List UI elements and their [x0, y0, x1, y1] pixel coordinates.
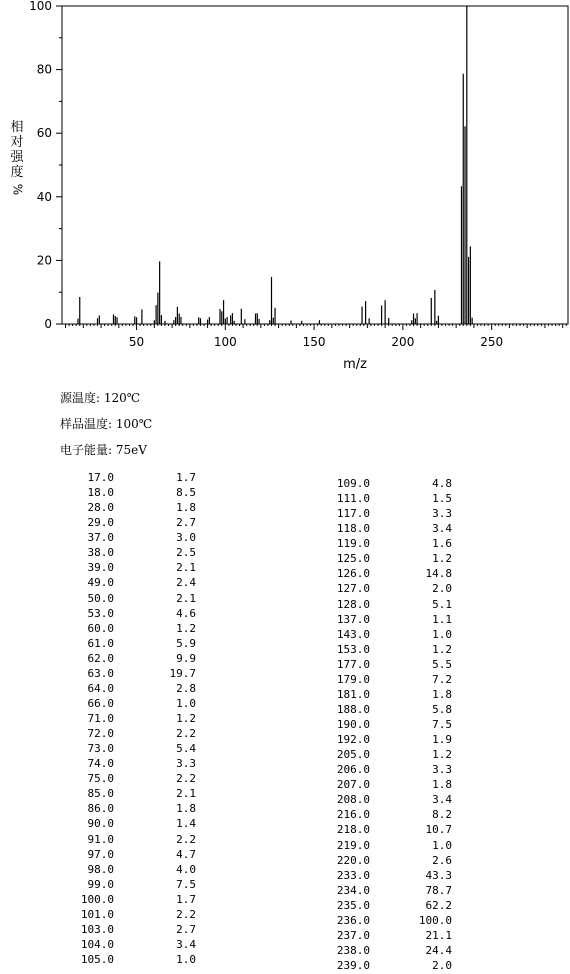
table-row: [70, 651, 196, 666]
mz-value: 101.0: [80, 907, 114, 921]
table-row: [326, 928, 452, 943]
table-row: [326, 883, 452, 898]
table-row: [70, 485, 196, 500]
mz-value: 233.0: [336, 868, 370, 882]
y-tick-label: 80: [36, 62, 52, 77]
source-temperature-value: 120℃: [103, 391, 141, 405]
table-row: [326, 868, 452, 883]
table-row: [326, 762, 452, 777]
intensity-value: 2.2: [176, 727, 196, 741]
intensity-value: 2.2: [176, 832, 196, 846]
intensity-value: 7.5: [432, 718, 452, 731]
plot-frame: [62, 6, 568, 324]
intensity-value: 3.4: [432, 522, 452, 536]
intensity-value: 8.2: [432, 808, 452, 822]
intensity-value: 2.1: [176, 591, 196, 605]
mz-value: 74.0: [87, 757, 114, 771]
table-row: [326, 792, 452, 807]
y-tick-label: 100: [29, 0, 52, 13]
mz-value: 235.0: [336, 898, 370, 912]
table-row: [70, 500, 196, 515]
mz-value: 127.0: [336, 582, 370, 596]
intensity-value: 2.1: [176, 561, 196, 575]
table-row: [70, 756, 196, 771]
intensity-value: 100.0: [418, 913, 452, 927]
electron-energy: [60, 441, 147, 458]
x-tick-label: 250: [480, 335, 504, 349]
table-row: [70, 892, 196, 907]
table-row: [70, 862, 196, 877]
intensity-value: 1.2: [432, 642, 452, 656]
mz-value: 109.0: [336, 477, 370, 490]
mz-value: 38.0: [87, 546, 114, 560]
mz-value: 62.0: [87, 651, 114, 665]
table-row: [326, 687, 452, 702]
mz-value: 61.0: [87, 636, 114, 650]
table-row: [70, 907, 196, 922]
mz-value: 192.0: [336, 733, 370, 747]
mz-value: 190.0: [336, 718, 370, 731]
intensity-value: 1.2: [432, 552, 452, 566]
x-tick-label: 150: [302, 335, 326, 349]
mz-value: 153.0: [336, 642, 370, 656]
intensity-value: 8.5: [176, 486, 196, 500]
table-row: [326, 597, 452, 612]
intensity-value: 1.8: [176, 501, 196, 515]
table-row: [326, 521, 452, 536]
mz-value: 128.0: [336, 597, 370, 611]
intensity-value: 1.8: [176, 802, 196, 816]
table-row: [70, 816, 196, 831]
peak-table-left: [70, 470, 196, 967]
source-temperature-label: 源温度:: [60, 391, 101, 405]
table-row: [70, 470, 196, 485]
mz-value: 85.0: [87, 787, 114, 801]
mz-value: 29.0: [87, 516, 114, 530]
mz-value: 117.0: [336, 507, 370, 521]
intensity-value: 2.0: [432, 582, 452, 596]
table-row: [326, 898, 452, 913]
table-row: [326, 702, 452, 717]
intensity-value: 2.7: [176, 516, 196, 530]
intensity-value: 3.3: [176, 757, 196, 771]
table-row: [70, 741, 196, 756]
mz-value: 137.0: [336, 612, 370, 626]
intensity-value: 2.7: [176, 922, 196, 936]
intensity-value: 2.4: [176, 576, 196, 590]
intensity-value: 5.1: [432, 597, 452, 611]
intensity-value: 1.2: [176, 712, 196, 725]
table-row: [70, 636, 196, 651]
table-row: [326, 551, 452, 566]
table-row: [326, 732, 452, 747]
mz-value: 75.0: [87, 772, 114, 786]
intensity-value: 19.7: [169, 666, 196, 680]
mz-value: 39.0: [87, 561, 114, 575]
table-row: [70, 937, 196, 952]
x-tick-label: 200: [391, 335, 415, 349]
intensity-value: 3.3: [432, 763, 452, 777]
mz-value: 216.0: [336, 808, 370, 822]
mz-value: 103.0: [80, 922, 114, 936]
intensity-value: 2.0: [432, 959, 452, 972]
table-row: [70, 832, 196, 847]
intensity-value: 4.8: [432, 477, 452, 490]
mz-value: 177.0: [336, 657, 370, 671]
mz-value: 208.0: [336, 793, 370, 807]
sample-temperature-label: 样品温度:: [60, 417, 113, 431]
table-row: [70, 560, 196, 575]
table-row: [326, 958, 452, 973]
table-row: [326, 672, 452, 687]
table-row: [326, 506, 452, 521]
intensity-value: 2.8: [176, 681, 196, 695]
mz-value: 28.0: [87, 501, 114, 515]
table-row: [70, 575, 196, 590]
mz-value: 73.0: [87, 742, 114, 756]
intensity-value: 1.2: [176, 621, 196, 635]
intensity-value: 1.0: [176, 696, 196, 710]
y-axis-label: [8, 120, 26, 197]
intensity-value: 1.0: [176, 953, 196, 966]
intensity-value: 2.6: [432, 853, 452, 867]
mz-value: 119.0: [336, 537, 370, 551]
mz-value: 86.0: [87, 802, 114, 816]
table-row: [326, 807, 452, 822]
intensity-value: 21.1: [425, 928, 452, 942]
mz-value: 53.0: [87, 606, 114, 620]
mz-value: 188.0: [336, 702, 370, 716]
table-row: [70, 545, 196, 560]
intensity-value: 4.7: [176, 847, 196, 861]
intensity-value: 1.1: [432, 612, 452, 626]
mz-value: 90.0: [87, 817, 114, 831]
table-row: [326, 612, 452, 627]
intensity-value: 5.5: [432, 657, 452, 671]
intensity-value: 10.7: [425, 823, 452, 837]
intensity-value: 78.7: [425, 883, 452, 897]
table-row: [70, 847, 196, 862]
mz-value: 118.0: [336, 522, 370, 536]
table-row: [70, 621, 196, 636]
mz-value: 111.0: [336, 492, 370, 506]
x-axis-label: m/z: [343, 357, 367, 372]
intensity-value: 43.3: [425, 868, 452, 882]
mass-spectrum-chart: [0, 0, 570, 380]
mz-value: 179.0: [336, 672, 370, 686]
mz-value: 207.0: [336, 778, 370, 792]
intensity-value: 2.5: [176, 546, 196, 560]
table-row: [70, 877, 196, 892]
table-row: [326, 627, 452, 642]
table-row: [326, 717, 452, 732]
mz-value: 98.0: [87, 862, 114, 876]
table-row: [70, 952, 196, 967]
mz-value: 49.0: [87, 576, 114, 590]
table-row: [326, 838, 452, 853]
table-row: [70, 726, 196, 741]
mz-value: 60.0: [87, 621, 114, 635]
intensity-value: 3.0: [176, 531, 196, 545]
intensity-value: 62.2: [425, 898, 452, 912]
peak-table-right: [326, 476, 452, 973]
mz-value: 50.0: [87, 591, 114, 605]
mz-value: 97.0: [87, 847, 114, 861]
intensity-value: 2.2: [176, 772, 196, 786]
mz-value: 143.0: [336, 627, 370, 641]
x-tick-label: 100: [213, 335, 237, 349]
mz-value: 100.0: [80, 892, 114, 906]
intensity-value: 5.9: [176, 636, 196, 650]
intensity-value: 4.6: [176, 606, 196, 620]
table-row: [70, 696, 196, 711]
table-row: [70, 771, 196, 786]
table-row: [326, 657, 452, 672]
intensity-value: 1.5: [432, 492, 452, 506]
intensity-value: 9.9: [176, 651, 196, 665]
table-row: [326, 581, 452, 596]
mz-value: 105.0: [80, 953, 114, 966]
intensity-value: 1.9: [432, 733, 452, 747]
intensity-value: 2.2: [176, 907, 196, 921]
mz-value: 236.0: [336, 913, 370, 927]
y-tick-label: 20: [36, 253, 52, 268]
table-row: [70, 606, 196, 621]
y-tick-label: 0: [44, 317, 52, 331]
table-row: [70, 711, 196, 726]
mz-value: 72.0: [87, 727, 114, 741]
mz-value: 125.0: [336, 552, 370, 566]
intensity-value: 1.2: [432, 748, 452, 762]
table-row: [70, 801, 196, 816]
intensity-value: 7.2: [432, 672, 452, 686]
table-row: [70, 591, 196, 606]
intensity-value: 1.7: [176, 471, 196, 484]
table-row: [326, 642, 452, 657]
mz-value: 206.0: [336, 763, 370, 777]
mz-value: 237.0: [336, 928, 370, 942]
intensity-value: 3.4: [176, 937, 196, 951]
intensity-value: 14.8: [425, 567, 452, 581]
electron-energy-value: 75eV: [115, 443, 147, 457]
y-axis-unit: %: [10, 183, 25, 196]
mz-value: 239.0: [336, 959, 370, 972]
mz-value: 63.0: [87, 666, 114, 680]
mz-value: 64.0: [87, 681, 114, 695]
table-row: [326, 943, 452, 958]
y-tick-label: 40: [36, 189, 52, 204]
mz-value: 17.0: [87, 471, 114, 484]
mz-value: 234.0: [336, 883, 370, 897]
table-row: [326, 476, 452, 491]
intensity-value: 1.0: [432, 838, 452, 852]
mz-value: 104.0: [80, 937, 114, 951]
intensity-value: 5.4: [176, 742, 196, 756]
intensity-value: 7.5: [176, 877, 196, 891]
table-row: [70, 530, 196, 545]
table-row: [326, 566, 452, 581]
mz-value: 238.0: [336, 943, 370, 957]
table-row: [326, 777, 452, 792]
x-tick-label: 50: [128, 335, 145, 349]
mz-value: 66.0: [87, 696, 114, 710]
table-row: [70, 681, 196, 696]
table-row: [70, 786, 196, 801]
table-row: [326, 747, 452, 762]
mz-value: 18.0: [87, 486, 114, 500]
table-row: [326, 853, 452, 868]
mz-value: 37.0: [87, 531, 114, 545]
mz-value: 71.0: [87, 712, 114, 725]
sample-temperature-value: 100℃: [115, 417, 153, 431]
y-axis-label-text: 相对强度: [10, 120, 24, 180]
intensity-value: 24.4: [425, 943, 452, 957]
intensity-value: 4.0: [176, 862, 196, 876]
mz-value: 220.0: [336, 853, 370, 867]
intensity-value: 1.6: [432, 537, 452, 551]
y-tick-label: 60: [36, 126, 52, 141]
table-row: [70, 922, 196, 937]
intensity-value: 1.7: [176, 892, 196, 906]
intensity-value: 3.4: [432, 793, 452, 807]
mz-value: 99.0: [87, 877, 114, 891]
intensity-value: 1.0: [432, 627, 452, 641]
intensity-value: 1.4: [176, 817, 196, 831]
electron-energy-label: 电子能量:: [60, 443, 113, 457]
table-row: [326, 822, 452, 837]
mz-value: 91.0: [87, 832, 114, 846]
source-temperature: [60, 389, 140, 406]
mz-value: 219.0: [336, 838, 370, 852]
mz-value: 205.0: [336, 748, 370, 762]
intensity-value: 3.3: [432, 507, 452, 521]
intensity-value: 2.1: [176, 787, 196, 801]
mz-value: 218.0: [336, 823, 370, 837]
intensity-value: 1.8: [432, 687, 452, 701]
mz-value: 126.0: [336, 567, 370, 581]
table-row: [326, 491, 452, 506]
table-row: [326, 536, 452, 551]
table-row: [70, 666, 196, 681]
intensity-value: 5.8: [432, 702, 452, 716]
intensity-value: 1.8: [432, 778, 452, 792]
sample-temperature: [60, 415, 152, 432]
table-row: [70, 515, 196, 530]
mz-value: 181.0: [336, 687, 370, 701]
table-row: [326, 913, 452, 928]
